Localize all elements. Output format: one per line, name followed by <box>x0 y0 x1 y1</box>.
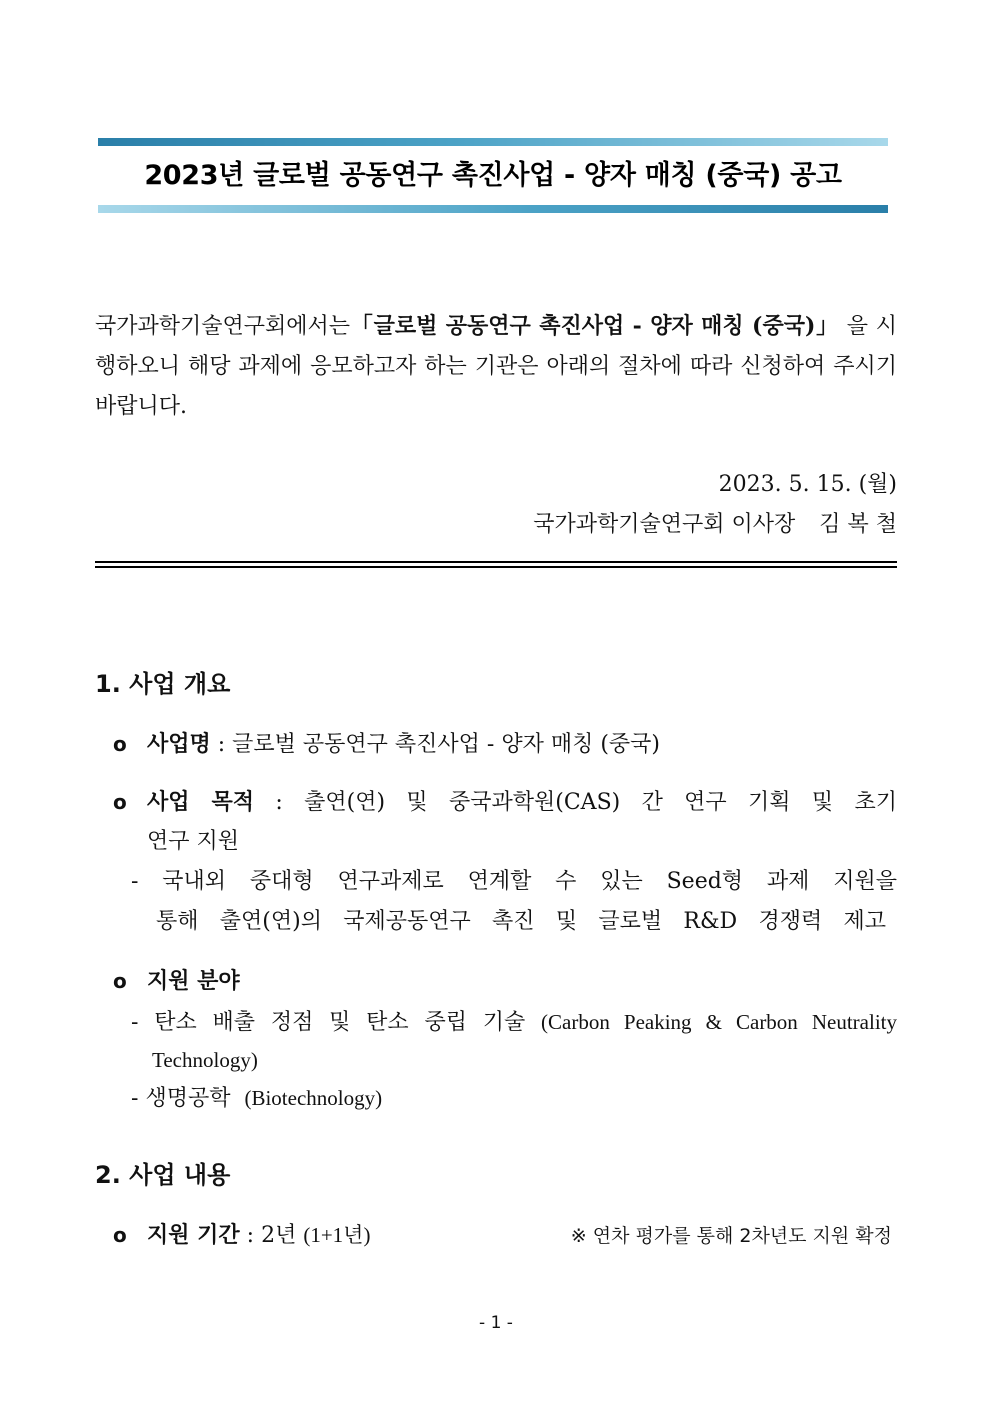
double-rule-divider <box>95 561 897 568</box>
item-separator: : <box>239 1223 262 1248</box>
dash-icon: - <box>131 1086 139 1111</box>
item-text-en: (1+1년) <box>303 1223 371 1247</box>
bullet-icon: o <box>113 969 127 993</box>
sub-item-carbon <box>131 1002 897 1043</box>
signer-name: 김 복 철 <box>819 512 897 537</box>
sub-item-text-ko: 탄소 배출 정점 및 탄소 중립 기술 <box>154 1010 526 1035</box>
item-label: 사업명 <box>147 731 211 757</box>
item-program-name <box>113 724 897 765</box>
item-label: 지원 분야 <box>147 968 240 994</box>
item-label: 사업 목적 <box>147 789 255 815</box>
signer <box>533 507 897 543</box>
announcement-date: 2023. 5. 15. (월) <box>718 472 897 497</box>
intro-pre: 국가과학기술연구회에서는 <box>95 314 351 339</box>
intro-paragraph <box>95 306 897 427</box>
support-period-note: ※ 연차 평가를 통해 2차년도 지원 확정 <box>570 1225 892 1247</box>
intro-close-bracket: 」 <box>815 313 839 339</box>
sub-item-biotech <box>131 1078 382 1119</box>
item-label: 지원 기간 <box>147 1222 240 1248</box>
sub-item-purpose-detail <box>131 862 897 902</box>
intro-open-bracket: 「 <box>350 313 374 339</box>
sub-item-text-continued: Technology) <box>152 1048 258 1072</box>
signer-role: 국가과학기술연구회 이사장 <box>533 512 796 537</box>
bullet-icon: o <box>113 732 127 756</box>
item-support-period <box>113 1215 513 1256</box>
sub-item-text-en: (Biotechnology) <box>244 1086 383 1110</box>
bullet-icon: o <box>113 1223 127 1247</box>
dash-icon: - <box>131 1010 139 1035</box>
page-title: 2023년 글로벌 공동연구 촉진사업 - 양자 매칭 (중국) 공고 <box>144 160 842 191</box>
sub-item-text-continued: 통해 출연(연)의 국제공동연구 촉진 및 글로벌 R&D 경쟁력 제고 <box>156 909 886 934</box>
item-text-continued: 연구 지원 <box>147 829 240 854</box>
title-bar-bottom <box>98 205 888 213</box>
section-heading-overview: 1. 사업 개요 <box>95 670 231 698</box>
dash-icon: - <box>131 869 139 894</box>
page-number: - 1 - <box>479 1313 513 1333</box>
item-text: 출연(연) 및 중국과학원(CAS) 간 연구 기획 및 초기 <box>304 790 897 815</box>
item-separator: : <box>254 790 305 815</box>
sub-item-text-en: (Carbon Peaking & Carbon Neutrality <box>541 1010 897 1034</box>
sub-item-text: 국내외 중대형 연구과제로 연계할 수 있는 Seed형 과제 지원을 <box>162 869 897 894</box>
sub-item-text-ko: 생명공학 <box>145 1086 231 1111</box>
item-separator: : <box>210 732 233 757</box>
item-program-purpose <box>113 782 897 823</box>
intro-program: 글로벌 공동연구 촉진사업 - 양자 매칭 (중국) <box>373 313 816 339</box>
item-text: 2년 <box>261 1223 297 1248</box>
item-text: 글로벌 공동연구 촉진사업 - 양자 매칭 (중국) <box>232 732 661 757</box>
title-block <box>98 138 888 213</box>
item-support-fields <box>113 961 897 1002</box>
title-bar-top <box>98 138 888 146</box>
bullet-icon: o <box>113 790 127 814</box>
intro-post: 을 시행하오니 해당 과제에 응모하고자 하는 기관은 아래의 절차에 따라 신청하여 주시기 바랍니다. <box>95 314 897 419</box>
section-heading-content: 2. 사업 내용 <box>95 1161 231 1189</box>
